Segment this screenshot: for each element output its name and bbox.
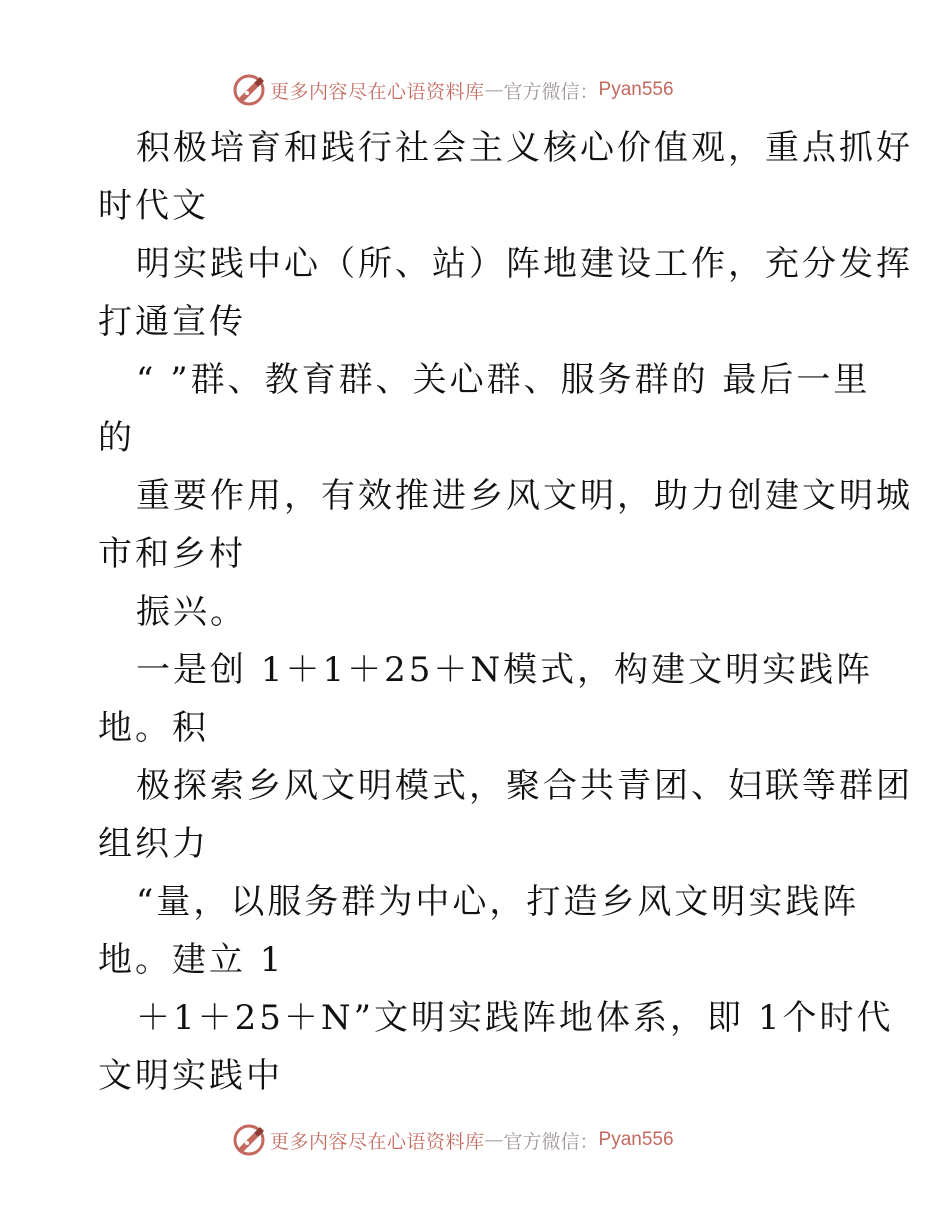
banner-contact-id: Pyan556 bbox=[598, 1129, 674, 1150]
text-line: 地。建立 1 bbox=[98, 940, 285, 980]
text-line: 市和乡村 bbox=[98, 534, 246, 574]
pen-nib-logo-icon bbox=[232, 73, 266, 107]
footer-banner bbox=[232, 1122, 674, 1158]
banner-separator: — bbox=[484, 1129, 504, 1151]
text-line: 时代文 bbox=[98, 186, 209, 226]
text-line: 明实践中心（所、站）阵地建设工作，充分发挥 bbox=[136, 244, 913, 284]
banner-contact-label: 官方微信： bbox=[503, 1130, 599, 1153]
banner-text: 更多内容尽在心语资料库 bbox=[270, 80, 485, 103]
text-line: 振兴。 bbox=[136, 592, 247, 632]
text-line: 文明实践中 bbox=[98, 1056, 283, 1096]
banner-contact-label: 官方微信： bbox=[503, 80, 599, 103]
pen-nib-logo-icon bbox=[232, 1123, 266, 1157]
banner-text: 更多内容尽在心语资料库 bbox=[270, 1130, 485, 1153]
banner-contact-id: Pyan556 bbox=[598, 79, 674, 100]
text-line: 一是创 1＋1＋25＋N模式，构建文明实践阵 bbox=[136, 650, 874, 690]
text-line: 重要作用，有效推进乡风文明，助力创建文明城 bbox=[136, 476, 913, 516]
text-line: 的 bbox=[98, 418, 135, 458]
banner-separator: — bbox=[484, 79, 504, 101]
text-line: 组织力 bbox=[98, 824, 209, 864]
text-line: 地。积 bbox=[98, 708, 209, 748]
text-line: “量，以服务群为中心，打造乡风文明实践阵 bbox=[136, 882, 860, 922]
header-banner bbox=[232, 72, 674, 108]
text-line: “ ”群、教育群、关心群、服务群的 最后一里 bbox=[136, 360, 871, 400]
text-line: ＋1＋25＋N”文明实践阵地体系，即 1个时代 bbox=[136, 998, 894, 1038]
text-line: 打通宣传 bbox=[98, 302, 246, 342]
text-line: 积极培育和践行社会主义核心价值观，重点抓好 bbox=[136, 128, 913, 168]
text-line: 极探索乡风文明模式，聚合共青团、妇联等群团 bbox=[136, 766, 913, 806]
